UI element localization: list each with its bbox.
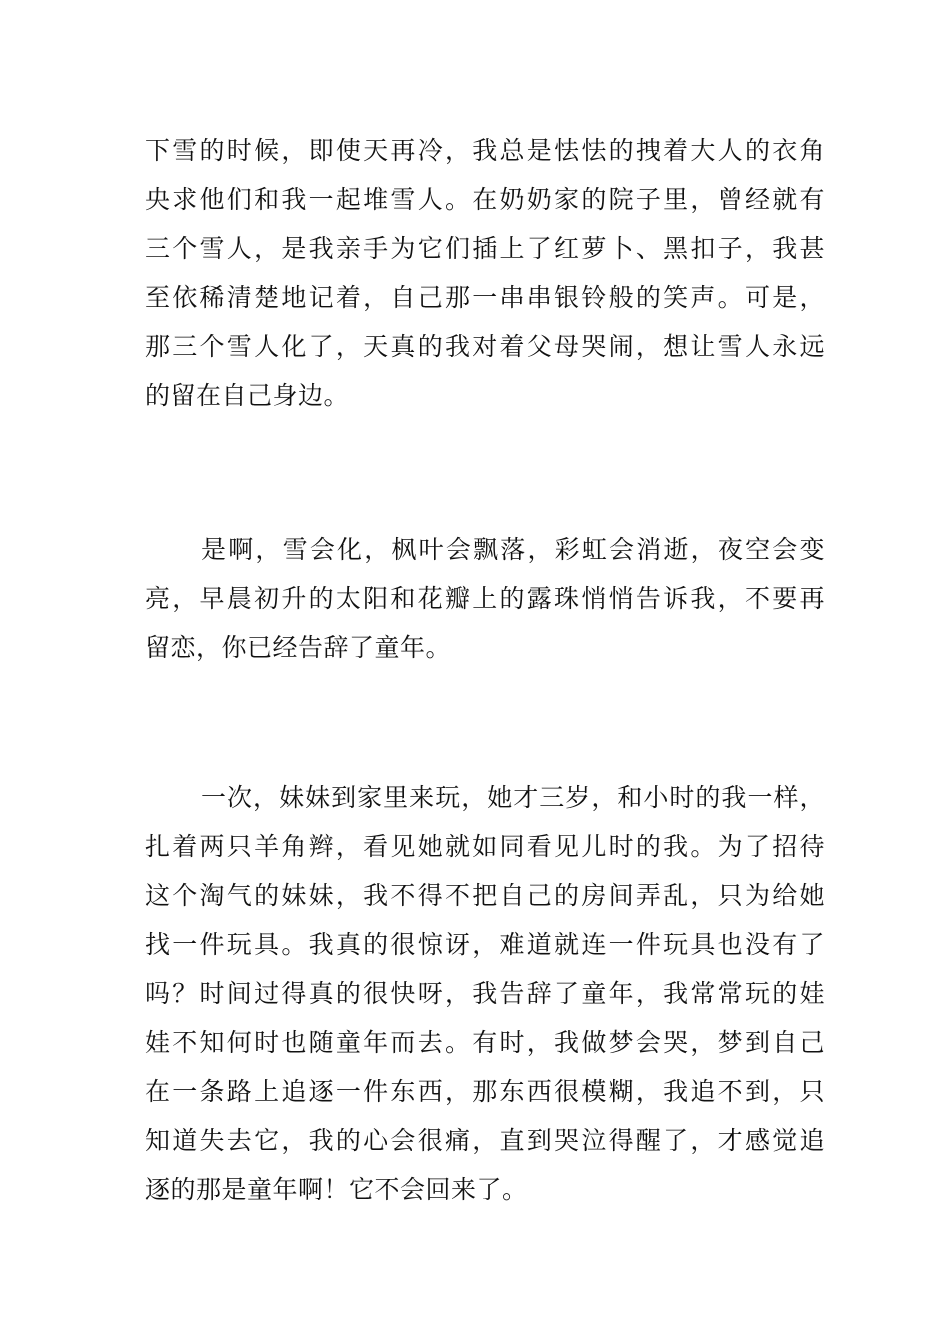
text-line: 央求他们和我一起堆雪人。在奶奶家的院子里，曾经就有: [145, 185, 825, 214]
text-line: 吗？时间过得真的很快呀，我告辞了童年，我常常玩的娃: [145, 979, 825, 1008]
text-line: 留恋，你已经告辞了童年。: [145, 633, 452, 662]
text-line: 三个雪人，是我亲手为它们插上了红萝卜、黑扣子，我甚: [145, 234, 825, 263]
text-line: 至依稀清楚地记着，自己那一串串银铃般的笑声。可是，: [145, 283, 825, 312]
paragraph-1: [145, 126, 825, 420]
text-line: 找一件玩具。我真的很惊讶，难道就连一件玩具也没有了: [145, 930, 825, 959]
text-line: 在一条路上追逐一件东西，那东西很模糊，我追不到，只: [145, 1077, 825, 1106]
text-line: 下雪的时候，即使天再冷，我总是怯怯的拽着大人的衣角: [145, 136, 825, 165]
text-line: 一次，妹妹到家里来玩，她才三岁，和小时的我一样，: [201, 783, 825, 812]
text-line: 娃不知何时也随童年而去。有时，我做梦会哭，梦到自己: [145, 1028, 825, 1057]
text-line: 亮，早晨初升的太阳和花瓣上的露珠悄悄告诉我，不要再: [145, 584, 825, 613]
paragraph-2: [145, 525, 825, 672]
paragraph-3: [145, 773, 825, 1214]
text-line: 扎着两只羊角辫，看见她就如同看见儿时的我。为了招待: [145, 832, 825, 861]
text-line: 是啊，雪会化，枫叶会飘落，彩虹会消逝，夜空会变: [201, 535, 825, 564]
text-line: 逐的那是童年啊！它不会回来了。: [145, 1175, 528, 1204]
text-line: 这个淘气的妹妹，我不得不把自己的房间弄乱，只为给她: [145, 881, 825, 910]
text-line: 那三个雪人化了，天真的我对着父母哭闹，想让雪人永远: [145, 332, 825, 361]
text-line: 的留在自己身边。: [145, 381, 350, 410]
text-line: 知道失去它，我的心会很痛，直到哭泣得醒了，才感觉追: [145, 1126, 825, 1155]
